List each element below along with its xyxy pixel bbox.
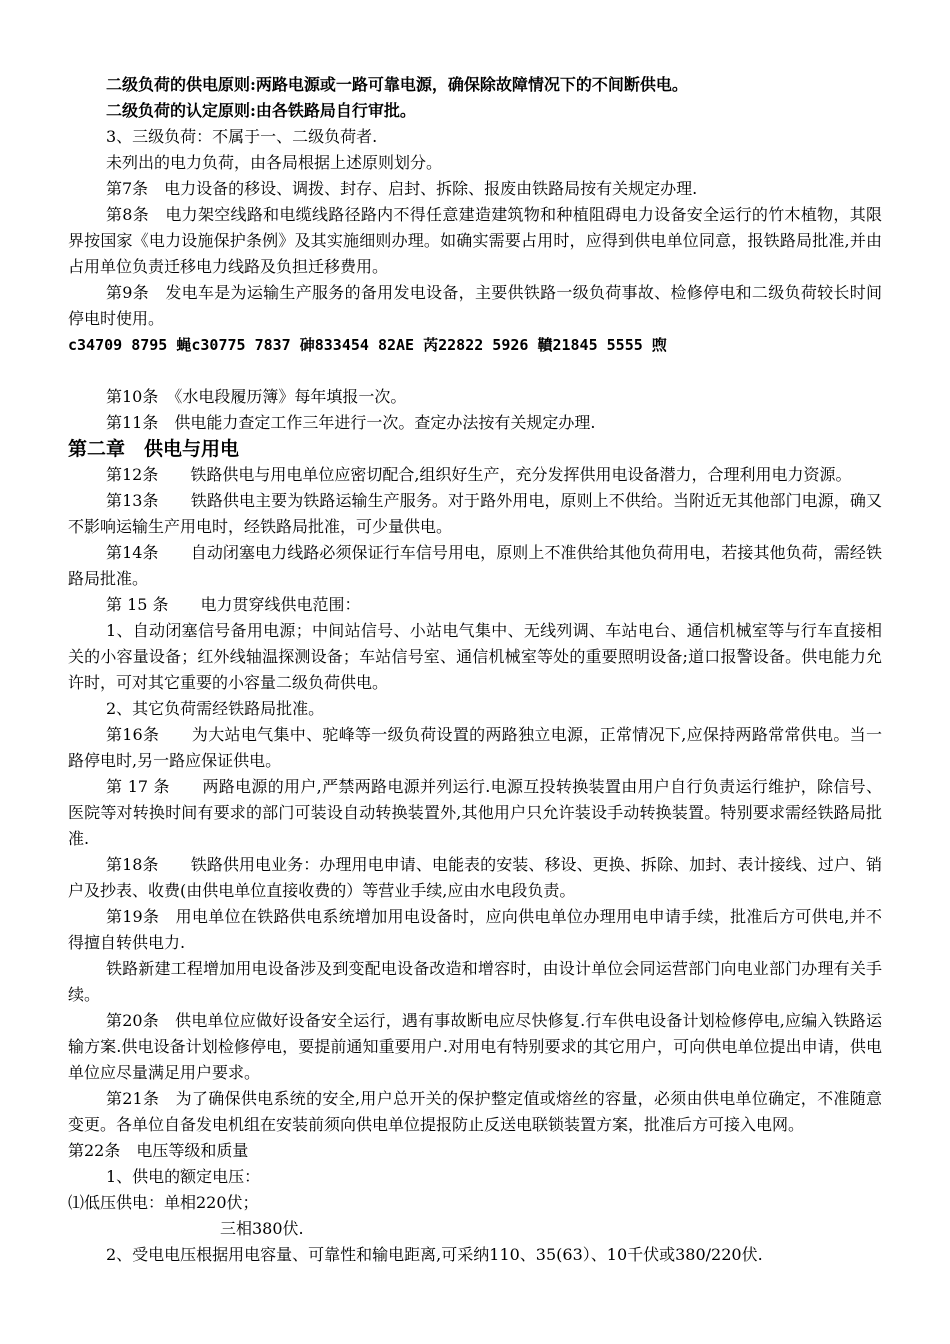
blank-line	[68, 358, 882, 384]
paragraph: ⑴低压供电：单相220伏；	[68, 1193, 259, 1212]
article-12: 第12条 铁路供电与用电单位应密切配合,组织好生产，充分发挥供用电设备潜力，合理利用电力资源。	[106, 465, 852, 484]
article-8: 第8条 电力架空线路和电缆线路径路内不得任意建造建筑物和种植阻碍电力设备安全运行的竹木植物，其限界按国家《电力设施保护条例》及其实施细则办理。如确实需要占用时，应得到供电单位同意，报铁路局批准,并由占用单位负责迁移电力线路及负担迁移费用。	[68, 205, 882, 276]
article-16: 第16条 为大站电气集中、驼峰等一级负荷设置的两路独立电源，正常情况下,应保持两路常常供电。当一路停电时,另一路应保证供电。	[68, 725, 882, 770]
paragraph: 2、受电电压根据用电容量、可靠性和输电距离,可采纳110、35(63）、10千伏或380/220伏.	[106, 1245, 763, 1264]
paragraph: 铁路新建工程增加用电设备涉及到变配电设备改造和增容时，由设计单位会同运营部门向电业部门办理有关手续。	[68, 959, 882, 1004]
document-page	[68, 72, 882, 1268]
article-22: 第22条 电压等级和质量	[68, 1141, 249, 1160]
garbled-code-line: c34709 8795 蝇c30775 7837 砷833454 82AE 芮22822 5926 䩿21845 5555 喣	[68, 336, 667, 354]
article-14: 第14条 自动闭塞电力线路必须保证行车信号用电，原则上不准供给其他负荷用电，若接其他负荷，需经铁路局批准。	[68, 543, 882, 588]
article-11: 第11条 供电能力查定工作三年进行一次。查定办法按有关规定办理.	[106, 413, 596, 432]
article-18: 第18条 铁路供用电业务：办理用电申请、电能表的安装、移设、更换、拆除、加封、表计接线、过户、销户及抄表、收费(由供电单位直接收费的）等营业手续,应由水电段负责。	[68, 855, 882, 900]
article-10: 第10条 《水电段履历簿》每年填报一次。	[106, 387, 407, 406]
article-13: 第13条 铁路供电主要为铁路运输生产服务。对于路外用电，原则上不供给。当附近无其他部门电源，确又不影响运输生产用电时，经铁路局批准，可少量供电。	[68, 491, 882, 536]
paragraph: 二级负荷的供电原则:两路电源或一路可靠电源，确保除故障情况下的不间断供电。	[106, 75, 688, 94]
chapter-heading: 第二章 供电与用电	[68, 438, 240, 460]
paragraph: 三相380伏.	[220, 1219, 304, 1238]
paragraph: 1、自动闭塞信号备用电源；中间站信号、小站电气集中、无线列调、车站电台、通信机械室等与行车直接相关的小容量设备；红外线轴温探测设备；车站信号室、通信机械室等处的重要照明设备;道口报警设备。供电能力允许时，可对其它重要的小容量二级负荷供电。	[68, 621, 882, 692]
paragraph: 2、其它负荷需经铁路局批准。	[106, 699, 325, 718]
paragraph: 1、供电的额定电压：	[106, 1167, 261, 1186]
article-7: 第7条 电力设备的移设、调拨、封存、启封、拆除、报废由铁路局按有关规定办理.	[106, 179, 698, 198]
paragraph: 未列出的电力负荷，由各局根据上述原则划分。	[106, 153, 443, 172]
article-19: 第19条 用电单位在铁路供电系统增加用电设备时，应向供电单位办理用电申请手续，批准后方可供电,并不得擅自转供电力.	[68, 907, 882, 952]
article-15: 第 15 条 电力贯穿线供电范围：	[106, 595, 361, 614]
article-9: 第9条 发电车是为运输生产服务的备用发电设备，主要供铁路一级负荷事故、检修停电和二级负荷较长时间停电时使用。	[68, 283, 882, 328]
article-21: 第21条 为了确保供电系统的安全,用户总开关的保护整定值或熔丝的容量，必须由供电单位确定，不准随意变更。各单位自备发电机组在安装前须向供电单位提报防止反送电联锁装置方案，批准后方可接入电网。	[68, 1089, 882, 1134]
article-20: 第20条 供电单位应做好设备安全运行，遇有事故断电应尽快修复.行车供电设备计划检修停电,应编入铁路运输方案.供电设备计划检修停电，要提前通知重要用户.对用电有特别要求的其它用户，可向供电单位提出申请，供电单位应尽量满足用户要求。	[68, 1011, 882, 1082]
paragraph: 3、三级负荷：不属于一、二级负荷者.	[106, 127, 378, 146]
article-17: 第 17 条 两路电源的用户,严禁两路电源并列运行.电源互投转换装置由用户自行负责运行维护，除信号、医院等对转换时间有要求的部门可装设自动转换装置外,其他用户只允许装设手动转换装置。特别要求需经铁路局批准.	[68, 777, 882, 848]
paragraph: 二级负荷的认定原则:由各铁路局自行审批。	[106, 101, 416, 120]
